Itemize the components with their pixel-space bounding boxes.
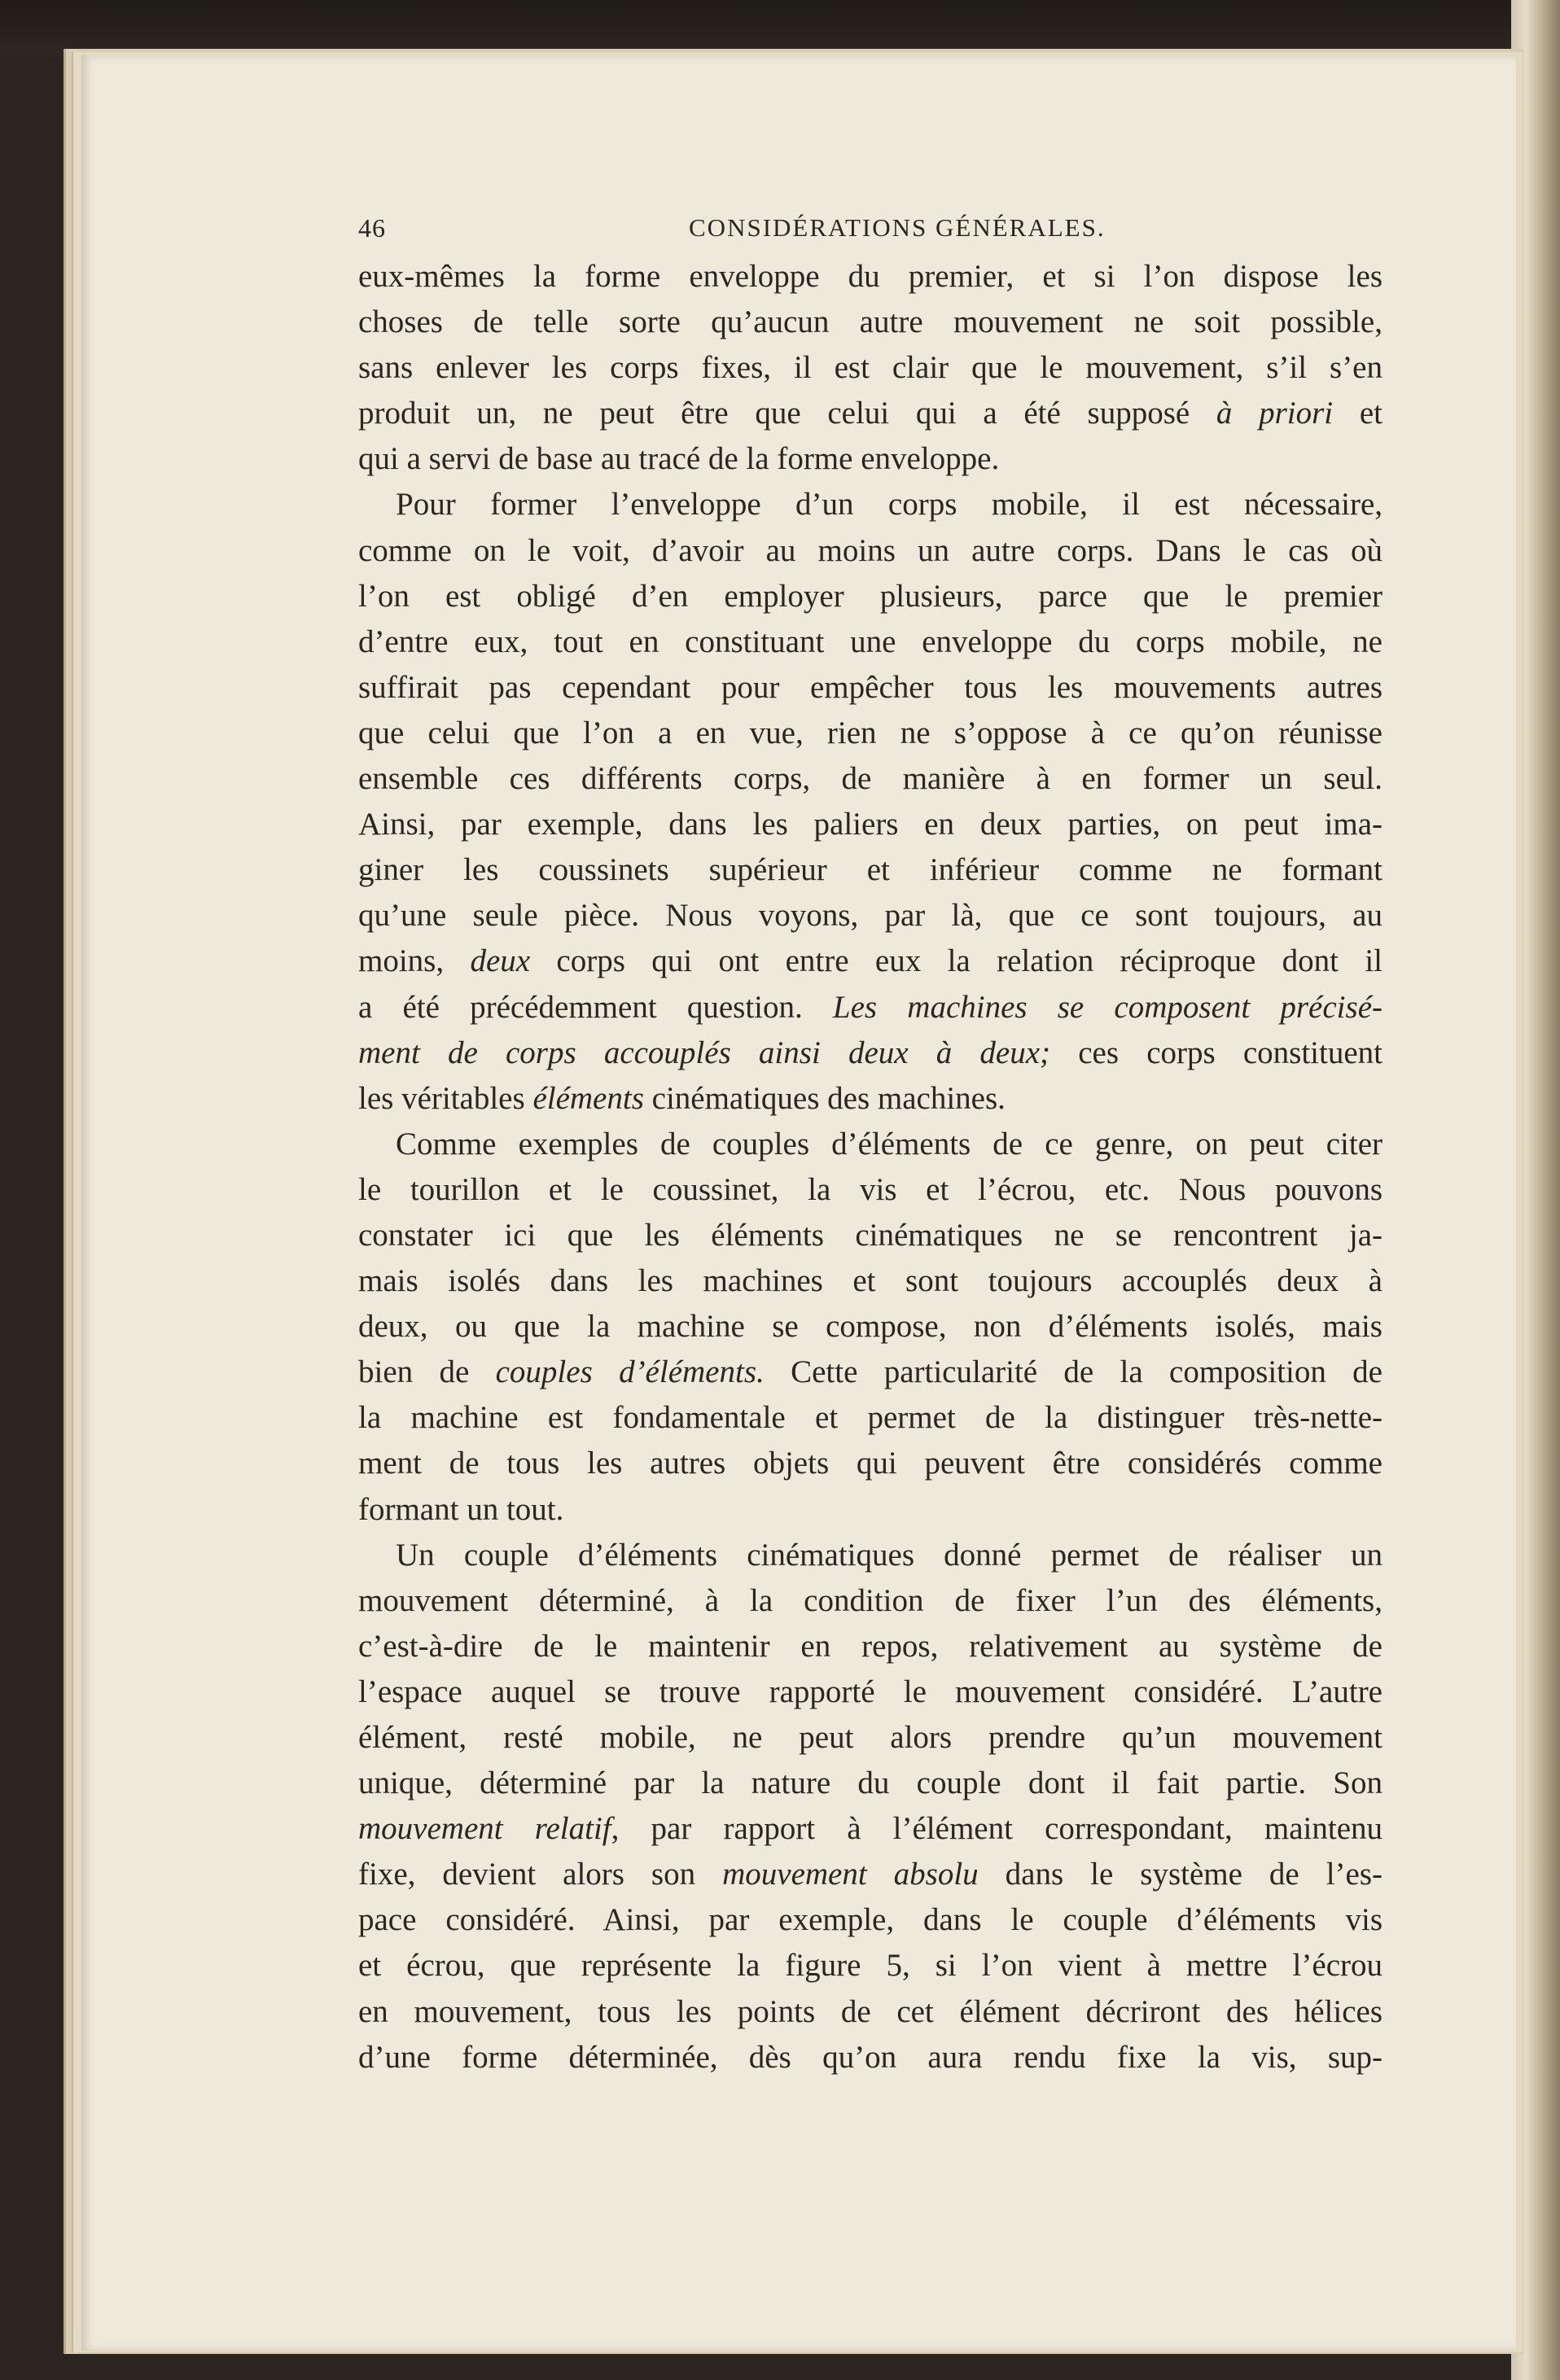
text-segment: élément, resté mobile, ne peut alors prendre qu’un mouvement: [358, 1720, 1383, 1755]
text-line: [358, 345, 1383, 391]
text-line: [358, 756, 1383, 802]
text-line: [358, 1167, 1383, 1213]
text-line: [358, 1669, 1383, 1715]
text-segment: d’une forme déterminée, dès qu’on aura rendu fixe la vis, sup-: [358, 2039, 1383, 2075]
text-segment: , par rapport à l’élément correspondant, maintenu: [611, 1811, 1383, 1847]
text-segment: ces corps constituent: [1050, 1035, 1383, 1070]
text-line: [358, 528, 1383, 574]
text-segment: Cette particularité de la composition de: [764, 1354, 1383, 1390]
text-segment: les véritables: [358, 1080, 533, 1116]
text-line: [358, 1761, 1383, 1806]
text-segment: constater ici que les éléments cinématiques ne se rencontrent ja-: [358, 1217, 1383, 1253]
paragraph: [358, 482, 1383, 1121]
text-line: [358, 1943, 1383, 1988]
text-segment: qui a servi de base au tracé de la forme enveloppe.: [358, 441, 1000, 477]
text-line: [358, 938, 1383, 984]
text-line: [358, 893, 1383, 938]
text-line: [358, 300, 1383, 345]
text-segment: le tourillon et le coussinet, la vis et l’écrou, etc. Nous pouvons: [358, 1171, 1383, 1207]
paragraph: [358, 254, 1383, 482]
italic-text: ment de corps accouplés ainsi deux à deux;: [358, 1035, 1051, 1070]
page-number: 46: [358, 213, 386, 243]
text-line: [358, 1395, 1383, 1441]
text-line: [358, 1441, 1383, 1486]
text-segment: eux-mêmes la forme enveloppe du premier, et si l’on dispose les: [358, 259, 1383, 294]
running-header: [358, 213, 1417, 254]
text-segment: en mouvement, tous les points de cet élément décriront des hélices: [358, 1993, 1383, 2029]
paragraph: [358, 1533, 1383, 2080]
body-text: [358, 254, 1383, 2080]
text-line: [358, 847, 1383, 893]
text-segment: unique, déterminé par la nature du couple dont il fait partie. Son: [358, 1765, 1383, 1801]
text-segment: corps qui ont entre eux la relation réciproque dont il: [530, 943, 1383, 979]
text-segment: la machine est fondamentale et permet de la distinguer très-nette-: [358, 1400, 1383, 1436]
paragraph: [358, 1122, 1383, 1533]
italic-text: couples d’éléments.: [495, 1354, 765, 1390]
text-line: [358, 391, 1383, 436]
text-line: [358, 574, 1383, 619]
text-segment: Comme exemples de couples d’éléments de ce genre, on peut citer: [396, 1126, 1383, 1162]
text-segment: suffirait pas cependant pour empêcher tous les mouvements autres: [358, 669, 1383, 705]
text-line: [358, 1076, 1383, 1122]
text-segment: et écrou, que représente la figure 5, si l’on vient à mettre l’écrou: [358, 1948, 1383, 1984]
text-segment: produit un, ne peut être que celui qui a été supposé: [358, 396, 1216, 431]
text-segment: l’espace auquel se trouve rapporté le mouvement considéré. L’autre: [358, 1673, 1383, 1709]
italic-text: éléments: [532, 1080, 644, 1116]
text-segment: formant un tout.: [358, 1491, 564, 1527]
text-segment: deux, ou que la machine se compose, non d’éléments isolés, mais: [358, 1309, 1383, 1345]
text-line: [358, 1258, 1383, 1304]
text-segment: ensemble ces différents corps, de manière à en former un seul.: [358, 761, 1383, 797]
text-line: [358, 711, 1383, 756]
text-segment: qu’une seule pièce. Nous voyons, par là, que ce sont toujours, au: [358, 898, 1383, 934]
text-segment: c’est-à-dire de le maintenir en repos, relativement au système de: [358, 1628, 1383, 1664]
italic-text: deux: [470, 943, 531, 979]
text-line: [358, 2035, 1383, 2080]
text-segment: cinématiques des machines.: [643, 1080, 1006, 1116]
text-segment: a été précédemment question.: [358, 989, 833, 1025]
text-line: [358, 436, 1383, 482]
text-line: [358, 1624, 1383, 1669]
text-line: [358, 1578, 1383, 1624]
text-segment: sans enlever les corps fixes, il est clair que le mouvement, s’il s’en: [358, 350, 1383, 386]
text-segment: Ainsi, par exemple, dans les paliers en deux parties, on peut ima-: [358, 807, 1383, 842]
text-line: [358, 1487, 1383, 1533]
text-segment: mais isolés dans les machines et sont toujours accouplés deux à: [358, 1263, 1383, 1299]
text-line: [358, 1304, 1383, 1350]
text-segment: dans le système de l’es-: [978, 1857, 1383, 1892]
text-segment: l’on est obligé d’en employer plusieurs, parce que le premier: [358, 578, 1383, 614]
text-segment: choses de telle sorte qu’aucun autre mouvement ne soit possible,: [358, 304, 1383, 340]
text-line: [358, 1715, 1383, 1761]
text-line: [358, 1989, 1383, 2035]
text-line: [358, 1350, 1383, 1395]
text-segment: moins,: [358, 943, 471, 979]
text-segment: Un couple d’éléments cinématiques donné permet de réaliser un: [396, 1537, 1383, 1573]
text-segment: bien de: [358, 1354, 496, 1390]
text-line: [358, 1533, 1383, 1578]
text-line: [358, 802, 1383, 847]
italic-text: Les machines se composent précisé-: [832, 989, 1383, 1025]
text-line: [358, 482, 1383, 527]
text-segment: comme on le voit, d’avoir au moins un autre corps. Dans le cas où: [358, 532, 1383, 568]
text-segment: pace considéré. Ainsi, par exemple, dans le couple d’éléments vis: [358, 1902, 1383, 1938]
text-line: [358, 1806, 1383, 1852]
text-line: [358, 1213, 1383, 1258]
text-line: [358, 665, 1383, 711]
italic-text: mouvement relatif: [358, 1811, 611, 1847]
text-line: [358, 1030, 1383, 1076]
text-segment: d’entre eux, tout en constituant une enveloppe du corps mobile, ne: [358, 623, 1383, 659]
text-segment: mouvement déterminé, à la condition de fixer l’un des éléments,: [358, 1582, 1383, 1618]
text-segment: et: [1333, 396, 1383, 431]
italic-text: mouvement absolu: [722, 1857, 979, 1892]
text-segment: ment de tous les autres objets qui peuvent être considérés comme: [358, 1446, 1383, 1481]
text-segment: Pour former l’enveloppe d’un corps mobile, il est nécessaire,: [396, 487, 1383, 523]
text-line: [358, 985, 1383, 1030]
text-line: [358, 1852, 1383, 1897]
text-segment: que celui que l’on a en vue, rien ne s’oppose à ce qu’on réunisse: [358, 715, 1383, 750]
text-line: [358, 1122, 1383, 1167]
text-line: [358, 1897, 1383, 1943]
text-line: [358, 619, 1383, 665]
italic-text: à priori: [1216, 396, 1334, 431]
text-line: [358, 254, 1383, 300]
running-title: CONSIDÉRATIONS GÉNÉRALES.: [689, 213, 1106, 242]
text-segment: giner les coussinets supérieur et inférieur comme ne formant: [358, 852, 1383, 888]
text-segment: fixe, devient alors son: [358, 1857, 723, 1892]
